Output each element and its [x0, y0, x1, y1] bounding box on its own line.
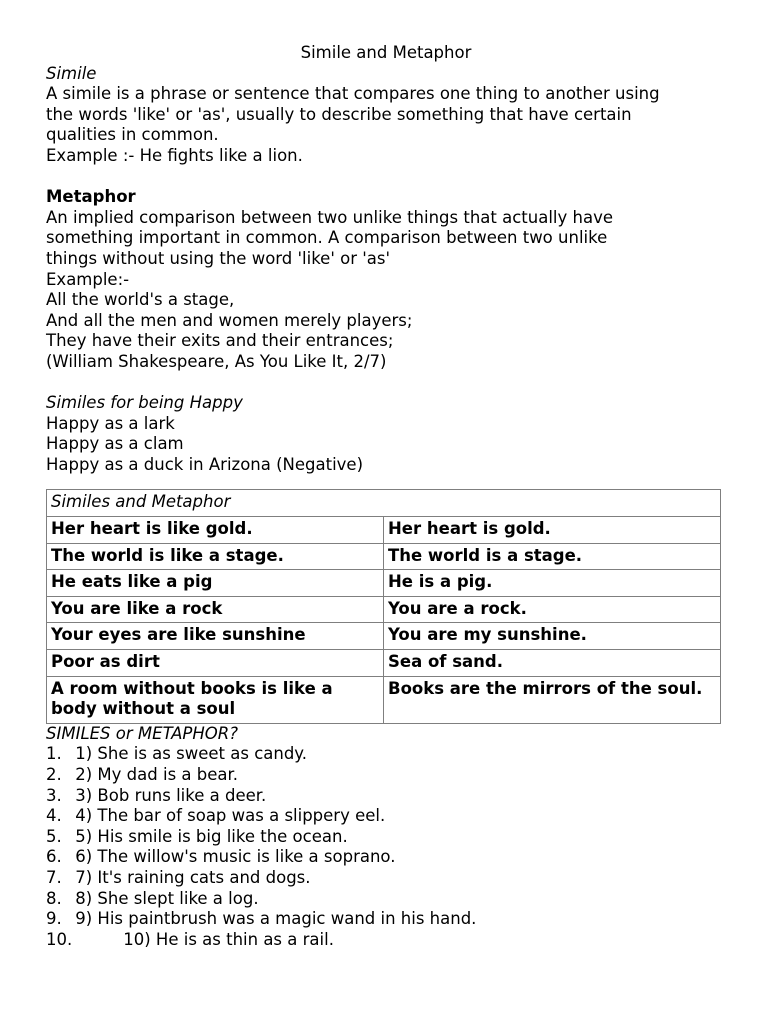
table-header-row	[47, 490, 721, 517]
metaphor-cell: Her heart is gold.	[384, 517, 721, 544]
simile-cell: You are like a rock	[47, 596, 384, 623]
quiz-list	[46, 744, 726, 950]
simile-cell: He eats like a pig	[47, 570, 384, 597]
list-item	[46, 765, 726, 786]
table-row	[47, 676, 721, 723]
metaphor-cell: You are a rock.	[384, 596, 721, 623]
metaphor-cell: You are my sunshine.	[384, 623, 721, 650]
list-item	[46, 889, 726, 910]
simile-example: Example :- He fights like a lion.	[46, 145, 303, 165]
metaphor-heading: Metaphor	[46, 187, 136, 207]
item-text: 7) It's raining cats and dogs.	[75, 867, 311, 887]
item-number: 5.	[46, 826, 62, 846]
item-text: 3) Bob runs like a deer.	[75, 785, 267, 805]
table-row	[47, 570, 721, 597]
quiz-heading: SIMILES or METAPHOR?	[46, 723, 238, 743]
metaphor-cell: Sea of sand.	[384, 650, 721, 677]
document-title: Simile and Metaphor	[300, 43, 472, 62]
item-text: 9) His paintbrush was a magic wand in his hand.	[75, 909, 477, 929]
simile-definition-line: qualities in common.	[46, 125, 219, 145]
list-item	[46, 744, 726, 765]
spacer	[46, 167, 726, 188]
metaphor-cell: He is a pig.	[384, 570, 721, 597]
spacer	[46, 373, 726, 394]
metaphor-definition-line: something important in common. A comparison between two unlike	[46, 228, 608, 248]
table-row	[47, 517, 721, 544]
item-text: 8) She slept like a log.	[75, 888, 259, 908]
item-number: 8.	[46, 888, 62, 908]
item-text: 1) She is as sweet as candy.	[75, 744, 307, 764]
simile-cell: A room without books is like a body without a soul	[47, 676, 384, 723]
item-number: 4.	[46, 806, 62, 826]
item-number: 9.	[46, 909, 62, 929]
item-number: 2.	[46, 765, 62, 784]
quote-line: And all the men and women merely players;	[46, 310, 413, 330]
happy-heading: Similes for being Happy	[46, 393, 243, 413]
list-item	[46, 930, 726, 951]
similes-metaphor-table	[46, 489, 721, 723]
table-row	[47, 623, 721, 650]
quote-citation: (William Shakespeare, As You Like It, 2/7)	[46, 351, 387, 371]
simile-cell: Her heart is like gold.	[47, 517, 384, 544]
simile-cell: The world is like a stage.	[47, 543, 384, 570]
quote-line: All the world's a stage,	[46, 290, 235, 310]
simile-definition-line: A simile is a phrase or sentence that compares one thing to another using	[46, 84, 660, 104]
document-page	[46, 43, 726, 950]
item-text: 6) The willow's music is like a soprano.	[75, 847, 396, 867]
metaphor-definition-line: things without using the word 'like' or 'as'	[46, 248, 391, 268]
list-item	[46, 847, 726, 868]
item-number: 3.	[46, 785, 62, 805]
metaphor-example-label: Example:-	[46, 269, 130, 289]
item-text: 10) He is as thin as a rail.	[123, 929, 334, 949]
metaphor-cell: Books are the mirrors of the soul.	[384, 676, 721, 723]
item-text: 5) His smile is big like the ocean.	[75, 826, 348, 846]
table-row	[47, 596, 721, 623]
quote-line: They have their exits and their entrances;	[46, 331, 394, 351]
item-number: 6.	[46, 847, 62, 867]
happy-item: Happy as a lark	[46, 413, 175, 433]
list-item	[46, 868, 726, 889]
table-row	[47, 543, 721, 570]
item-number: 1.	[46, 744, 62, 764]
metaphor-cell: The world is a stage.	[384, 543, 721, 570]
list-item	[46, 909, 726, 930]
list-item	[46, 827, 726, 848]
happy-item: Happy as a duck in Arizona (Negative)	[46, 454, 364, 474]
list-item	[46, 806, 726, 827]
simile-definition-line: the words 'like' or 'as', usually to describe something that have certain	[46, 104, 632, 124]
item-number: 10.	[46, 929, 73, 949]
simile-cell: Poor as dirt	[47, 650, 384, 677]
table-header: Similes and Metaphor	[47, 490, 721, 517]
metaphor-definition-line: An implied comparison between two unlike things that actually have	[46, 207, 614, 227]
happy-item: Happy as a clam	[46, 434, 184, 454]
simile-cell: Your eyes are like sunshine	[47, 623, 384, 650]
item-number: 7.	[46, 867, 62, 887]
item-text: 2) My dad is a bear.	[75, 765, 239, 784]
simile-heading: Simile	[46, 63, 97, 83]
item-text: 4) The bar of soap was a slippery eel.	[75, 806, 386, 826]
list-item	[46, 786, 726, 807]
table-row	[47, 650, 721, 677]
